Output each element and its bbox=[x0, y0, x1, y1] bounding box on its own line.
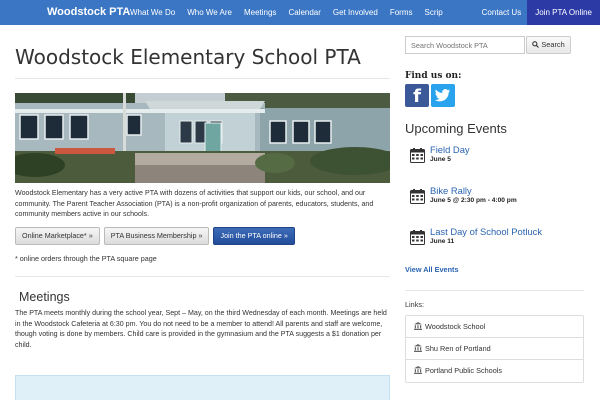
links-label: Links: bbox=[405, 300, 425, 309]
nav-item-who-we-are[interactable]: Who We Are bbox=[187, 8, 232, 17]
site-brand[interactable]: Woodstock PTA bbox=[47, 6, 131, 18]
event-date: June 5 @ 2:30 pm - 4:00 pm bbox=[430, 197, 517, 204]
calendar-icon bbox=[410, 230, 425, 245]
nav-item-what-we-do[interactable]: What We Do bbox=[130, 8, 176, 17]
nav-item-forms[interactable]: Forms bbox=[389, 8, 413, 17]
twitter-icon[interactable] bbox=[431, 84, 455, 107]
event-title-bike-rally[interactable]: Bike Rally bbox=[430, 185, 472, 196]
title-divider bbox=[15, 78, 390, 79]
search-button[interactable] bbox=[526, 36, 571, 54]
search-icon bbox=[532, 41, 539, 48]
event-date: June 5 bbox=[430, 156, 451, 163]
nav-item-contact-us[interactable]: Contact Us bbox=[481, 8, 522, 17]
nav-menu bbox=[124, 0, 449, 25]
search-input[interactable] bbox=[405, 36, 525, 54]
nav-item-calendar[interactable]: Calendar bbox=[288, 8, 321, 17]
upcoming-events-heading: Upcoming Events bbox=[405, 121, 507, 136]
business-membership-button[interactable]: PTA Business Membership » bbox=[104, 227, 210, 245]
marketplace-note: * online orders through the PTA square page bbox=[15, 254, 157, 263]
link-portland-public-schools[interactable] bbox=[406, 360, 583, 382]
school-building-photo bbox=[15, 93, 390, 183]
meetings-paragraph: The PTA meets monthly during the school year, Sept – May, on the third Wednesday of each month. Meetings are held in the Woodstock Cafeteria at 6:30 pm. You do not need to be a member to attend! All parents and staff are welcome, though voting is done by members. Child care is provided in the gymnasium and the PTA suggests a $1 donation per child. bbox=[15, 309, 387, 350]
find-us-label: Find us on: bbox=[405, 71, 462, 81]
join-pta-online-button[interactable]: Join the PTA online » bbox=[213, 227, 294, 245]
nav-right bbox=[476, 0, 600, 25]
meetings-heading: Meetings bbox=[19, 290, 70, 304]
nav-item-scrip[interactable]: Scrip bbox=[424, 8, 443, 17]
search-button-label: Search bbox=[541, 40, 565, 49]
institution-icon bbox=[414, 322, 422, 330]
calendar-icon bbox=[410, 189, 425, 204]
nav-item-join-pta-online[interactable]: Join PTA Online bbox=[527, 0, 600, 25]
event-title-field-day[interactable]: Field Day bbox=[430, 144, 470, 155]
calendar-icon bbox=[410, 148, 425, 163]
nav-item-meetings[interactable]: Meetings bbox=[243, 8, 277, 17]
link-label: Shu Ren of Portland bbox=[425, 344, 491, 353]
info-box bbox=[15, 375, 390, 400]
twitter-bird-icon bbox=[431, 84, 455, 107]
institution-icon bbox=[414, 344, 422, 352]
link-shu-ren-portland[interactable] bbox=[406, 338, 583, 360]
action-buttons bbox=[15, 227, 295, 245]
link-label: Portland Public Schools bbox=[425, 366, 503, 375]
section-divider bbox=[15, 276, 390, 277]
link-label: Woodstock School bbox=[425, 322, 486, 331]
page-title: Woodstock Elementary School PTA bbox=[15, 45, 361, 69]
facebook-icon[interactable]: f bbox=[405, 84, 429, 107]
sidebar-divider bbox=[405, 290, 584, 291]
links-list bbox=[405, 315, 584, 383]
online-marketplace-button[interactable]: Online Marketplace* » bbox=[15, 227, 100, 245]
view-all-events-link[interactable]: View All Events bbox=[405, 265, 459, 274]
event-title-last-day-potluck[interactable]: Last Day of School Potluck bbox=[430, 226, 543, 237]
nav-item-get-involved[interactable]: Get Involved bbox=[332, 8, 378, 17]
event-date: June 11 bbox=[430, 238, 455, 245]
top-navbar bbox=[0, 0, 600, 25]
link-woodstock-school[interactable] bbox=[406, 316, 583, 338]
intro-paragraph: Woodstock Elementary has a very active PTA with dozens of activities that support our kids, our school, and our community. The Parent Teacher Association (PTA) is a non-profit organization of parents, educators, students, and community members active in our schools. bbox=[15, 189, 374, 219]
institution-icon bbox=[414, 366, 422, 374]
